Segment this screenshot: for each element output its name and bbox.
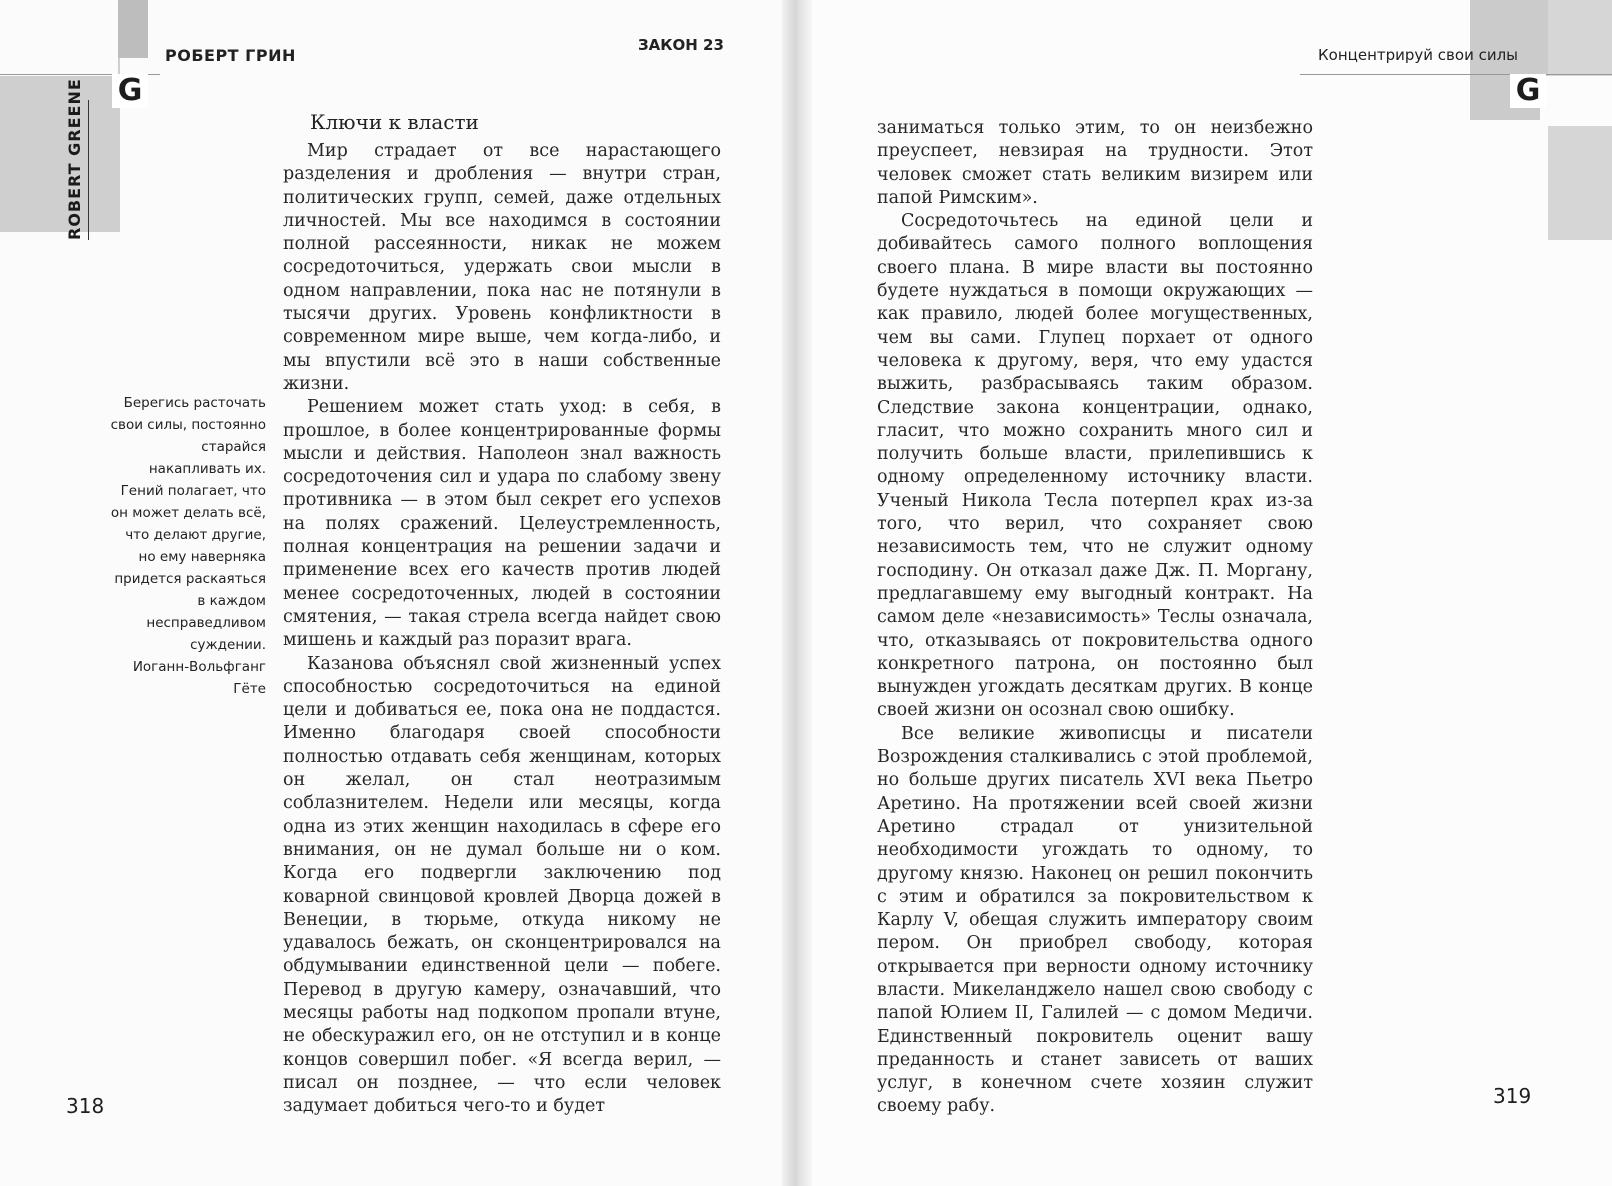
paragraph: Все великие живописцы и писатели Возрождения сталкивались с этой проблемой, но больше других писатель XVI века Пьетро Аретино. На протяжении всей своей жизни Аретино страдал от унизительной необходимости угождать то одному, то другому князю. Наконец он решил покончить с этим и обратился за покровительством к Карлу V, обещая служить императору своим пером. Он приобрел свободу, которая открывается при верности одному источнику власти. Микеланджело нашел свою свободу с папой Юлием II, Галилей — с домом Медичи. Единственный покровитель оценит вашу преданность и станет зависеть от ваших услуг, в конечном счете хозяин служит своему рабу.: [877, 723, 1313, 1117]
paragraph: Решением может стать уход: в себя, в прошлое, в более концентрированные формы мысли и действия. Наполеон знал важность сосредоточения сил и удара по слабому звену противника — в этом был секрет его успехов на полях сражений. Целеустремленность, полная концентрация на решении задачи и применение всех его качеств против людей менее сосредоточенных, людей в состоянии смятения, — такая стрела всегда найдет свою мишень и каждый раз поразит врага.: [283, 397, 721, 651]
paragraph: заниматься только этим, то он неизбежно преуспеет, невзирая на трудности. Этот человек сможет стать великим визирем или папой Римским».: [877, 118, 1313, 208]
paragraph: Мир страдает от все нарастающего разделения и дробления — внутри стран, политических групп, семей, даже отдельных личностей. Мы все находимся в состоянии полной рассеянности, никак не можем сосредоточиться, удержать свои мысли в одном направлении, пока нас не потянули в тысячи других. Уровень конфликтности в современном мире выше, чем когда-либо, и мы впустили всё это в наши собственные жизни.: [283, 141, 721, 394]
sidebar-epigraph: [110, 392, 266, 700]
right-body-text: [877, 117, 1313, 1119]
running-head-title: Концентрируй свои силы: [1318, 46, 1519, 64]
paragraph: Сосредоточьтесь на единой цели и добивайтесь самого полного воплощения своего плана. В мире власти вы постоянно будете нуждаться в помощи окружающих — как правило, людей более могущественных, чем вы сами. Глупец порхает от одного человека к другому, веря, что ему удастся выжить, разбрасываясь таким образом. Следствие закона концентрации, однако, гласит, что можно сохранить много сил и получить больше власти, прилепившись к одному определенному источнику власти. Ученый Никола Тесла потерпел крах из-за того, что верил, что сохраняет свою независимость тем, что не служит одному господину. Он отказал даже Дж. П. Моргану, предлагавшему ему выгодный контракт. На самом деле «независимость» Теслы означала, что, отказываясь от покровительства одного конкретного патрона, он постоянно был вынужден угождать десяткам других. В конце своей жизни он осознал свою ошибку.: [877, 211, 1313, 721]
vertical-author-name: ROBERT GREENE: [65, 78, 84, 240]
page-number-right: 319: [1493, 1084, 1532, 1108]
header-decoration-notch: [0, 0, 118, 76]
left-body-text: [283, 140, 721, 1118]
paragraph: Казанова объяснял свой жизненный успех способностью сосредоточиться на единой цели и добиваться ее, пока она не поддастся. Именно благодаря своей способности полностью отдавать себя женщинам, которых он желал, он стал неотразимым соблазнителем. Недели или месяцы, когда одна из этих женщин находилась в сфере его внимания, он не думал больше ни о ком. Когда его подвергли заключению под коварной свинцовой кровлей Дворца дожей в Венеции, в тюрьме, откуда никому не удавалось бежать, он сконцентрировался на обдумывании единственной цели — побеге. Перевод в другую камеру, означавший, что месяцы работы над подкопом пропали втуне, не обескуражил его, он не отступил и в конце концов совершил побег. «Я всегда верил, — писал он позднее, — что если человек задумает добиться чего-то и будет: [283, 653, 721, 1117]
header-decoration-notch-right: [1540, 76, 1612, 126]
header-rule-right: [1300, 74, 1612, 75]
book-spine: [782, 0, 812, 1186]
g-logo-mark-right: G: [1510, 74, 1546, 108]
g-logo-mark: G: [112, 74, 148, 108]
sidebar-attribution: Иоганн-Вольфганг Гёте: [132, 659, 266, 697]
vertical-rule: [88, 100, 89, 240]
sidebar-quote: Берегись расточать свои силы, постоянно старайся накапливать их. Гений полагает, что он может делать всё, что делают другие, но ему наверняка придется раскаяться в каждом несправедливом суждении.: [110, 395, 266, 653]
running-head-author: РОБЕРТ ГРИН: [165, 46, 296, 65]
running-head-law: ЗАКОН 23: [638, 36, 724, 54]
header-decoration-tab: [118, 0, 148, 58]
page-number-left: 318: [66, 1094, 105, 1118]
section-heading: Ключи к власти: [310, 110, 479, 134]
